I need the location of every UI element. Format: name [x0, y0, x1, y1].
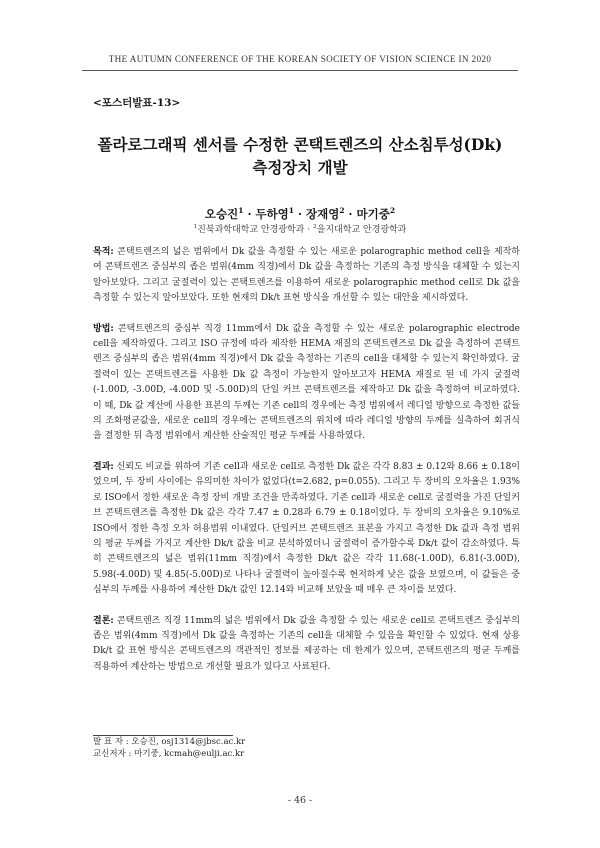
author-1: 오승진$^1$ [204, 206, 244, 221]
corresponding-author-footnote: 교신저자 : 마기중, kcmah@eulji.ac.kr [93, 748, 245, 759]
section-text: 신뢰도 비교를 위하여 기존 cell과 새로운 cell로 측정한 Dk 값은 각각 8.83 ± 0.12와 8.66 ± 0.18이었으며, 두 장비 사이에는 유의미한 차이가 없었다(t=2.682, p=0.055). 그리고 두 장비의 오차율은 1.93%로 ISO에서 정한 새로운 측정 장비 개발 조건을 만족하였다. 기존 cell과 새로운 cell로 굴절력을 가진 단일커브 콘택트렌즈를 측정한 Dk 값은 각각 7.47 ± 0.28과 6.79 ± 0.18이었다. 두 장비의 오차율은 9.10%로 ISO에서 정한 측정 오차 허용범위 이내였다. 단일커브 콘택트렌즈 표본을 가지고 측정한 Dk 값과 측정 범위의 평균 두께를 가지고 계산한 Dk/t 값을 비교 분석하였더니 굴절력이 증가할수록 Dk/t 값이 감소하였다. 특히 콘택트렌즈의 넓은 범위(11mm 직경)에서 측정한 Dk/t 값은 각각 11.68(-1.00D), 6.81(-3.00D), 5.98(-4.00D) 및 4.85(-5.00D)로 나타나 굴절력이 높아질수록 현저하게 낮은 값을 보였으며, 이 값들은 중심부의 두께를 사용하여 계산한 Dk/t 값인 12.14와 비교해 보았을 때 매우 큰 차이를 보였다. [93, 461, 520, 596]
header-rule [82, 70, 518, 71]
footnotes [93, 737, 245, 760]
author-list: 오승진$^1$ · 두하영$^1$ · 장재영$^2$ · 마기중$^2$ [204, 206, 396, 221]
section-text: 콘택트렌즈의 중심부 직경 11mm에서 Dk 값을 측정할 수 있는 새로운 polarographic electrode cell을 제작하였다. 그리고 ISO 규정에 따라 제작한 HEMA 재질의 콘택트렌즈로 Dk 값을 측정하여 콘택트렌즈 중심부의 좁은 범위(4mm 직경)에서 Dk 값을 측정하는 기존의 cell을 대체할 수 있는지 확인하였다. 굴절력이 있는 콘택트렌즈를 사용한 Dk 값 측정이 가능한지 알아보고자 HEMA 재질로 된 네 가지 굴절력(-1.00D, -3.00D, -4.00D 및 -5.00D)의 단일 커브 콘택트렌즈를 제작하고 Dk 값을 측정하여 비교하였다. 이 때, Dk 값 계산에 사용한 표본의 두께는 기존 cell의 경우에는 측정 범위에서 레디얼 방향으로 측정한 값들의 조화평균값을, 새로운 cell의 경우에는 콘택트렌즈의 위치에 따라 레디얼 방향의 두께를 실측하여 회귀식을 결정한 뒤 측정 범위에서 계산한 산술적인 평균 두께를 사용하였다. [93, 323, 520, 442]
title-line-1: 폴라로그래픽 센서를 수정한 콘택트렌즈의 산소침투성(Dk) [97, 135, 503, 154]
affiliation-1: $^1$진북과학대학교 안경광학과 [193, 224, 305, 235]
running-header: THE AUTUMN CONFERENCE OF THE KOREAN SOCIETY OF VISION SCIENCE IN 2020 [108, 54, 492, 64]
footnote-rule [93, 735, 233, 736]
abstract-body [93, 245, 520, 690]
affiliations: $^1$진북과학대학교 안경광학과 · $^2$을지대학교 안경광학과 [193, 224, 407, 235]
section-text: 콘택트렌즈 직경 11mm의 넓은 범위에서 Dk 값을 측정할 수 있는 새로운 cell로 콘택트렌즈 중심부의 좁은 범위(4mm 직경)에서 Dk 값을 측정하는 기존의 cell을 대체할 수 있음을 확인할 수 있었다. 현재 상용 Dk/t 값 표현 방식은 콘택트렌즈의 객관적인 정보를 제공하는 데 한계가 있으며, 콘택트렌즈의 평균 두께를 적용하여 계산하는 방법으로 개선할 필요가 있다고 사료된다. [93, 615, 520, 672]
section-label: 방법: [93, 323, 114, 334]
page-number: - 46 - [287, 795, 313, 806]
section-purpose [93, 245, 520, 307]
section-label: 결론: [93, 615, 114, 626]
section-text: 콘택트렌즈의 넓은 범위에서 Dk 값을 측정할 수 있는 새로운 polarographic method cell을 제작하여 콘택트렌즈 중심부의 좁은 범위(4mm 직경)에서 Dk 값을 측정하는 기존의 측정 방식을 대체할 수 있는지 알아보았다. 그리고 굴절력이 있는 콘택트렌즈를 이용하여 새로운 polarographic method cell로 Dk 값을 측정할 수 있는지 알아보았다. 또한 현재의 Dk/t 표현 방식을 개선할 수 있는 대안을 제시하였다. [93, 247, 520, 304]
author-2: 두하영$^1$ [255, 206, 294, 221]
section-results [93, 460, 520, 599]
section-label: 목적: [93, 247, 114, 257]
paper-title [60, 133, 540, 179]
section-conclusion [93, 614, 520, 676]
author-4: 마기중$^2$ [356, 206, 396, 221]
section-methods [93, 322, 520, 445]
presenter-footnote: 발 표 자 : 오승진, osj1314@jbsc.ac.kr [93, 737, 246, 747]
poster-tag: <포스터발표-13> [93, 97, 181, 109]
section-label: 결과: [93, 461, 114, 472]
title-line-2: 측정장치 개발 [252, 158, 348, 177]
author-3: 장재영$^2$ [306, 206, 345, 221]
affiliation-2: $^2$을지대학교 안경광학과 [312, 224, 407, 235]
